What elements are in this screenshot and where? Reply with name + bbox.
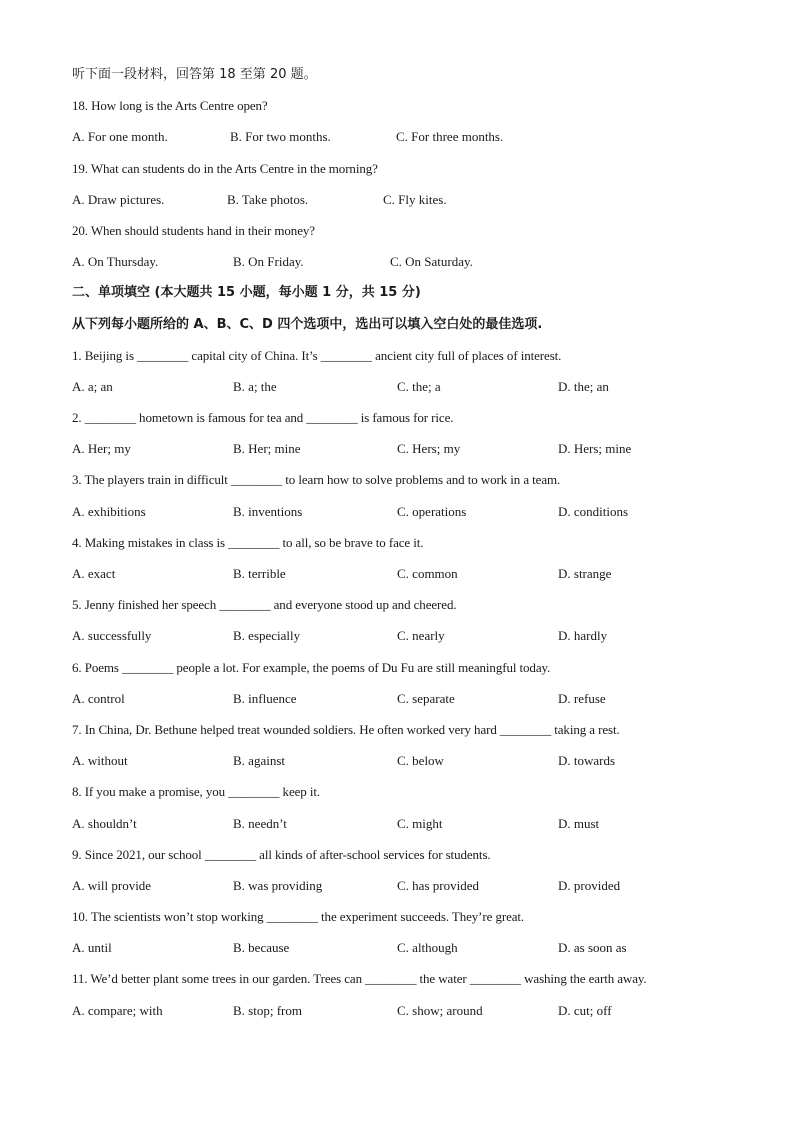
question-1-text: 1. Beijing is ________ capital city of China. It’s ________ ancient city full of places of interest. (72, 347, 562, 363)
question-19-options (72, 189, 732, 220)
option-a[interactable]: A. compare; with (72, 1002, 163, 1018)
option-d[interactable]: D. the; an (558, 378, 609, 394)
question-11-text: 11. We’d better plant some trees in our garden. Trees can ________ the water ________ washing the earth away. (72, 971, 647, 987)
option-a[interactable]: A. until (72, 940, 112, 956)
option-c[interactable]: C. On Saturday. (390, 254, 473, 270)
option-d[interactable]: D. must (558, 815, 600, 831)
question-19-text: 19. What can students do in the Arts Centre in the morning? (72, 160, 378, 176)
option-b[interactable]: B. needn’t (233, 815, 287, 831)
question-11-options (72, 1000, 732, 1031)
section-instruction: 从下列每小题所给的 A、B、C、D 四个选项中，选出可以填入空白处的最佳选项. (72, 316, 543, 332)
option-d[interactable]: D. cut; off (558, 1002, 612, 1018)
option-a[interactable]: A. successfully (72, 628, 152, 644)
option-c[interactable]: C. has provided (397, 877, 479, 893)
section-heading: 二、单项填空 (本大题共 15 小题，每小题 1 分，共 15 分) (72, 285, 421, 301)
question-10-options (72, 937, 732, 968)
option-c[interactable]: C. show; around (397, 1002, 483, 1018)
question-5-options (72, 625, 732, 656)
option-c[interactable]: C. separate (397, 690, 455, 706)
question-8-text: 8. If you make a promise, you ________ keep it. (72, 784, 321, 800)
listening-intro: 听下面一段材料，回答第 18 至第 20 题。 (72, 67, 317, 82)
option-b[interactable]: B. inventions (233, 503, 303, 519)
option-d[interactable]: D. hardly (558, 628, 608, 644)
question-18-options (72, 126, 732, 157)
option-d[interactable]: D. Hers; mine (558, 441, 632, 457)
question-9-options (72, 875, 732, 906)
option-b[interactable]: B. especially (233, 628, 301, 644)
option-c[interactable]: C. operations (397, 503, 467, 519)
question-20-options (72, 251, 732, 282)
option-b[interactable]: B. On Friday. (233, 254, 304, 270)
option-c[interactable]: C. although (397, 940, 458, 956)
question-6-text: 6. Poems ________ people a lot. For example, the poems of Du Fu are still meaningful today. (72, 659, 551, 675)
question-5-text: 5. Jenny finished her speech ________ and everyone stood up and cheered. (72, 597, 457, 613)
option-b[interactable]: B. Take photos. (227, 191, 309, 207)
question-8-options (72, 813, 732, 844)
option-d[interactable]: D. provided (558, 877, 621, 893)
option-b[interactable]: B. stop; from (233, 1002, 302, 1018)
question-6-options (72, 688, 732, 719)
question-2-text: 2. ________ hometown is famous for tea and ________ is famous for rice. (72, 410, 454, 426)
question-4-options (72, 563, 732, 594)
option-c[interactable]: C. Hers; my (397, 441, 461, 457)
option-d[interactable]: D. refuse (558, 690, 606, 706)
option-a[interactable]: A. Draw pictures. (72, 191, 165, 207)
question-18-text: 18. How long is the Arts Centre open? (72, 98, 268, 114)
option-c[interactable]: C. might (397, 815, 443, 831)
option-c[interactable]: C. the; a (397, 378, 441, 394)
option-d[interactable]: D. strange (558, 566, 612, 581)
option-b[interactable]: B. For two months. (230, 129, 331, 145)
option-c[interactable]: C. For three months. (396, 129, 504, 145)
option-b[interactable]: B. against (233, 753, 285, 769)
option-c[interactable]: C. Fly kites. (383, 191, 447, 207)
option-b[interactable]: B. was providing (233, 877, 323, 893)
question-7-options (72, 750, 732, 781)
exam-page (72, 64, 732, 1031)
question-4-text: 4. Making mistakes in class is ________ to all, so be brave to face it. (72, 534, 424, 550)
question-2-options (72, 438, 732, 469)
question-1-options (72, 376, 732, 407)
question-3-text: 3. The players train in difficult ________ to learn how to solve problems and to work in a team. (72, 472, 561, 488)
option-c[interactable]: C. below (397, 753, 444, 769)
option-d[interactable]: D. conditions (558, 503, 629, 519)
question-9-text: 9. Since 2021, our school ________ all kinds of after-school services for students. (72, 846, 491, 862)
option-b[interactable]: B. Her; mine (233, 441, 301, 457)
question-3-options (72, 501, 732, 532)
question-20-text: 20. When should students hand in their money? (72, 222, 315, 238)
option-b[interactable]: B. because (233, 940, 290, 956)
option-c[interactable]: C. common (397, 566, 458, 581)
option-b[interactable]: B. terrible (233, 566, 286, 581)
option-a[interactable]: A. For one month. (72, 129, 168, 145)
option-a[interactable]: A. a; an (72, 378, 113, 394)
option-b[interactable]: B. influence (233, 690, 297, 706)
option-a[interactable]: A. Her; my (72, 441, 131, 457)
question-10-text: 10. The scientists won’t stop working ________ the experiment succeeds. They’re great. (72, 909, 525, 925)
question-7-text: 7. In China, Dr. Bethune helped treat wounded soldiers. He often worked very hard ________ taking a rest. (72, 721, 620, 737)
option-b[interactable]: B. a; the (233, 378, 277, 394)
option-a[interactable]: A. On Thursday. (72, 254, 159, 270)
option-a[interactable]: A. control (72, 690, 125, 706)
option-a[interactable]: A. exact (72, 566, 116, 581)
option-d[interactable]: D. towards (558, 753, 616, 769)
option-a[interactable]: A. exhibitions (72, 503, 146, 519)
option-c[interactable]: C. nearly (397, 628, 445, 644)
option-d[interactable]: D. as soon as (558, 940, 627, 956)
option-a[interactable]: A. will provide (72, 877, 152, 893)
option-a[interactable]: A. without (72, 753, 128, 769)
option-a[interactable]: A. shouldn’t (72, 815, 137, 831)
